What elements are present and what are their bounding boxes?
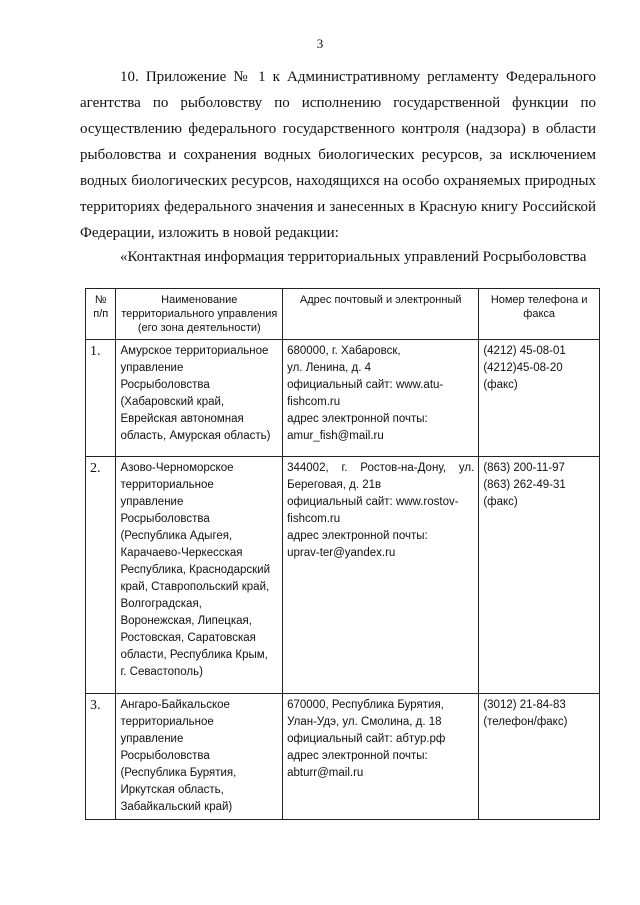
address-line: адрес электронной почты: xyxy=(287,413,428,425)
row-name-cell xyxy=(116,694,283,820)
name-line: Ростовская, Саратовская xyxy=(120,632,256,644)
row-address-cell xyxy=(283,694,479,820)
name-line: Ангаро-Байкальское xyxy=(120,699,230,711)
address-line: адрес электронной почты: xyxy=(287,530,428,542)
phone-line: (факс) xyxy=(483,496,518,508)
name-line: г. Севастополь) xyxy=(120,666,203,678)
name-line: (Хабаровский край, xyxy=(120,396,225,408)
website-line: fishcom.ru xyxy=(287,396,341,408)
table-heading: «Контактная информация территориальных управлений Росрыболовства xyxy=(120,249,587,265)
name-line: Еврейская автономная xyxy=(120,413,244,425)
name-line: Азово-Черноморское xyxy=(120,462,234,474)
row-name-cell xyxy=(116,340,283,457)
table-header-row xyxy=(86,289,600,340)
address-line: официальный сайт: www.rostov- xyxy=(287,496,459,508)
email-line: abturr@mail.ru xyxy=(287,767,364,779)
row-number: 3. xyxy=(86,694,116,820)
phone-line: (3012) 21-84-83 xyxy=(483,699,566,711)
row-phone-cell xyxy=(479,694,600,820)
name-line: Забайкальский край) xyxy=(120,801,233,813)
intro-paragraph: 10. Приложение № 1 к Административному регламенту Федерального агентства по рыболовству по исполнению государственной функции по осуществлению федерального государственного контроля (надзора) в области рыболовства и сохранения водных биологических ресурсов, за исключением водных биологических ресурсов, находящихся на особо охраняемых природных территориях федерального значения и занесенных в Красную книгу Российской Федерации, изложить в новой редакции: xyxy=(80,69,596,241)
name-line: Республика, Краснодарский xyxy=(120,564,271,576)
page-number: 3 xyxy=(316,36,324,51)
phone-line: (863) 200-11-97 xyxy=(483,462,565,474)
header-name: Наименование территориального управления (его зона деятельности) xyxy=(116,289,283,340)
name-line: управление xyxy=(120,733,184,745)
address-line: официальный сайт: www.atu- xyxy=(287,379,444,391)
address-line: Улан-Удэ, ул. Смолина, д. 18 xyxy=(287,716,442,728)
email-line: amur_fish@mail.ru xyxy=(287,430,384,442)
phone-line: (863) 262-49-31 xyxy=(483,479,566,491)
name-line: Карачаево-Черкесская xyxy=(120,547,243,559)
row-phone-cell xyxy=(479,457,600,694)
phone-line: (телефон/факс) xyxy=(483,716,568,728)
row-address-cell xyxy=(283,340,479,457)
name-line: Амурское территориальное xyxy=(120,345,269,357)
row-number: 1. xyxy=(86,340,116,457)
address-line: 670000, Республика Бурятия, xyxy=(287,699,444,711)
name-line: (Республика Бурятия, xyxy=(120,767,237,779)
contacts-table xyxy=(85,288,600,820)
name-line: область, Амурская область) xyxy=(120,430,271,442)
name-line: Иркутская область, xyxy=(120,784,224,796)
address-line: 344002, г. Ростов-на-Дону, ул. xyxy=(287,462,475,474)
header-no: № п/п xyxy=(86,289,116,340)
name-line: (Республика Адыгея, xyxy=(120,530,233,542)
table-row xyxy=(86,694,600,820)
phone-line: (4212) 45-08-01 xyxy=(483,345,566,357)
name-line: управление xyxy=(120,362,184,374)
website-line: fishcom.ru xyxy=(287,513,341,525)
name-line: Воронежская, Липецкая, xyxy=(120,615,252,627)
header-phone: Номер телефона и факса xyxy=(479,289,600,340)
name-line: управление xyxy=(120,496,184,508)
table-row xyxy=(86,340,600,457)
name-line: Росрыболовства xyxy=(120,379,210,391)
name-line: Росрыболовства xyxy=(120,513,210,525)
table-row xyxy=(86,457,600,694)
address-line: 680000, г. Хабаровск, xyxy=(287,345,401,357)
phone-line: (4212)45-08-20 xyxy=(483,362,563,374)
name-line: территориальное xyxy=(120,716,214,728)
address-line: адрес электронной почты: xyxy=(287,750,428,762)
website-line: официальный сайт: абтур.рф xyxy=(287,733,446,745)
row-phone-cell xyxy=(479,340,600,457)
name-line: Росрыболовства xyxy=(120,750,210,762)
row-name-cell xyxy=(116,457,283,694)
phone-line: (факс) xyxy=(483,379,518,391)
name-line: Волгоградская, xyxy=(120,598,202,610)
address-line: Береговая, д. 21в xyxy=(287,479,382,491)
address-line: ул. Ленина, д. 4 xyxy=(287,362,372,374)
name-line: край, Ставропольский край, xyxy=(120,581,270,593)
header-address: Адрес почтовый и электронный xyxy=(283,289,479,340)
row-number: 2. xyxy=(86,457,116,694)
email-line: uprav-ter@yandex.ru xyxy=(287,547,396,559)
name-line: территориальное xyxy=(120,479,214,491)
row-address-cell xyxy=(283,457,479,694)
name-line: области, Республика Крым, xyxy=(120,649,268,661)
